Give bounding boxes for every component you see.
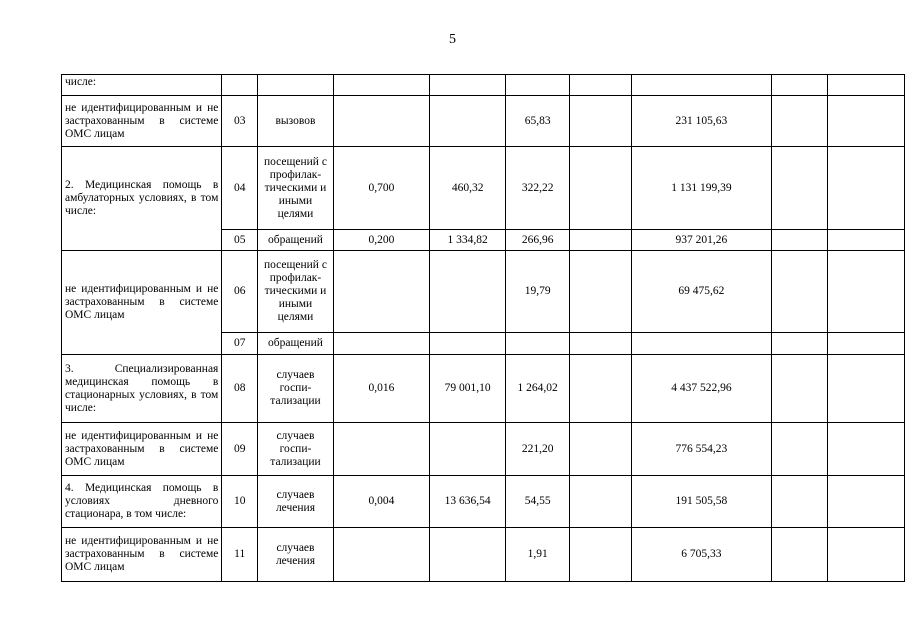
cell-c7: [569, 423, 631, 476]
row-code: 09: [222, 423, 258, 476]
cell-norm: 0,200: [333, 230, 429, 251]
row-code: 07: [222, 333, 258, 355]
cell-cost: [429, 528, 505, 582]
cell-per-capita: 221,20: [506, 423, 570, 476]
row-code: 08: [222, 355, 258, 423]
cell-cost: 79 001,10: [429, 355, 505, 423]
cell-c7: [569, 147, 631, 230]
row-unit: [258, 75, 334, 96]
cell-total: [632, 333, 772, 355]
row-label: 3. Специализированная медицинская помощь в стационарных условиях, в том числе:: [62, 355, 222, 423]
row-unit: посещений с профилак-тическими и иными целями: [258, 251, 334, 333]
cell-norm: [333, 75, 429, 96]
cell-c9: [771, 251, 827, 333]
cell-c9: [771, 96, 827, 147]
cell-per-capita: 65,83: [506, 96, 570, 147]
cell-c7: [569, 230, 631, 251]
cell-c10: [827, 96, 904, 147]
cell-c10: [827, 147, 904, 230]
row-code: 04: [222, 147, 258, 230]
cell-c9: [771, 528, 827, 582]
cell-total: 776 554,23: [632, 423, 772, 476]
cell-c9: [771, 476, 827, 528]
page-number: 5: [449, 32, 456, 47]
row-code: 06: [222, 251, 258, 333]
row-code: 05: [222, 230, 258, 251]
table-row: [62, 528, 905, 582]
cell-total: 69 475,62: [632, 251, 772, 333]
cell-c7: [569, 355, 631, 423]
cell-per-capita: 322,22: [506, 147, 570, 230]
table-row: [62, 96, 905, 147]
cell-c9: [771, 147, 827, 230]
cell-cost: [429, 333, 505, 355]
table-row: [62, 75, 905, 96]
cell-total: 191 505,58: [632, 476, 772, 528]
cell-per-capita: 54,55: [506, 476, 570, 528]
cell-c10: [827, 476, 904, 528]
table-row: [62, 476, 905, 528]
row-code: 11: [222, 528, 258, 582]
row-unit: посещений с профилак-тическими и иными целями: [258, 147, 334, 230]
cell-c9: [771, 75, 827, 96]
cell-norm: [333, 251, 429, 333]
cell-total: 6 705,33: [632, 528, 772, 582]
cell-c7: [569, 476, 631, 528]
cell-per-capita: [506, 333, 570, 355]
row-label: числе:: [62, 75, 222, 96]
cell-norm: [333, 423, 429, 476]
row-code: 10: [222, 476, 258, 528]
cell-norm: [333, 528, 429, 582]
table-row: [62, 251, 905, 333]
cell-total: [632, 75, 772, 96]
cell-c7: [569, 251, 631, 333]
cell-c7: [569, 96, 631, 147]
cell-c10: [827, 75, 904, 96]
row-code: 03: [222, 96, 258, 147]
cell-c9: [771, 355, 827, 423]
cell-c7: [569, 75, 631, 96]
cell-c10: [827, 333, 904, 355]
cell-total: 1 131 199,39: [632, 147, 772, 230]
row-unit: случаев лечения: [258, 476, 334, 528]
cell-norm: [333, 96, 429, 147]
table-row: [62, 423, 905, 476]
table-row: [62, 355, 905, 423]
row-unit: случаев госпи-тализации: [258, 423, 334, 476]
cell-total: 937 201,26: [632, 230, 772, 251]
row-label: 2. Медицинская помощь в амбулаторных условиях, в том числе:: [62, 147, 222, 251]
cell-per-capita: 1 264,02: [506, 355, 570, 423]
cell-cost: [429, 423, 505, 476]
row-label: 4. Медицинская помощь в условиях дневного стационара, в том числе:: [62, 476, 222, 528]
cell-cost: [429, 96, 505, 147]
cell-per-capita: 1,91: [506, 528, 570, 582]
cell-c10: [827, 230, 904, 251]
cell-c10: [827, 251, 904, 333]
cell-c10: [827, 355, 904, 423]
data-table: [61, 74, 905, 582]
cell-norm: 0,004: [333, 476, 429, 528]
cell-cost: [429, 251, 505, 333]
table-row: [62, 147, 905, 230]
cell-per-capita: [506, 75, 570, 96]
row-unit: вызовов: [258, 96, 334, 147]
row-label: не идентифицированным и не застрахованным в системе ОМС лицам: [62, 251, 222, 355]
row-unit: обращений: [258, 333, 334, 355]
cell-c9: [771, 423, 827, 476]
cell-c7: [569, 333, 631, 355]
row-label: не идентифицированным и не застрахованным в системе ОМС лицам: [62, 528, 222, 582]
row-label: не идентифицированным и не застрахованным в системе ОМС лицам: [62, 96, 222, 147]
cell-norm: 0,016: [333, 355, 429, 423]
cell-cost: 1 334,82: [429, 230, 505, 251]
cell-c10: [827, 423, 904, 476]
cell-c10: [827, 528, 904, 582]
cell-c9: [771, 230, 827, 251]
cell-per-capita: 266,96: [506, 230, 570, 251]
cell-per-capita: 19,79: [506, 251, 570, 333]
cell-norm: [333, 333, 429, 355]
cell-norm: 0,700: [333, 147, 429, 230]
cell-cost: 460,32: [429, 147, 505, 230]
row-code: [222, 75, 258, 96]
row-label: не идентифицированным и не застрахованным в системе ОМС лицам: [62, 423, 222, 476]
row-unit: обращений: [258, 230, 334, 251]
row-unit: случаев госпи-тализации: [258, 355, 334, 423]
cell-c7: [569, 528, 631, 582]
cell-cost: [429, 75, 505, 96]
row-unit: случаев лечения: [258, 528, 334, 582]
cell-total: 231 105,63: [632, 96, 772, 147]
cell-total: 4 437 522,96: [632, 355, 772, 423]
cell-cost: 13 636,54: [429, 476, 505, 528]
cell-c9: [771, 333, 827, 355]
